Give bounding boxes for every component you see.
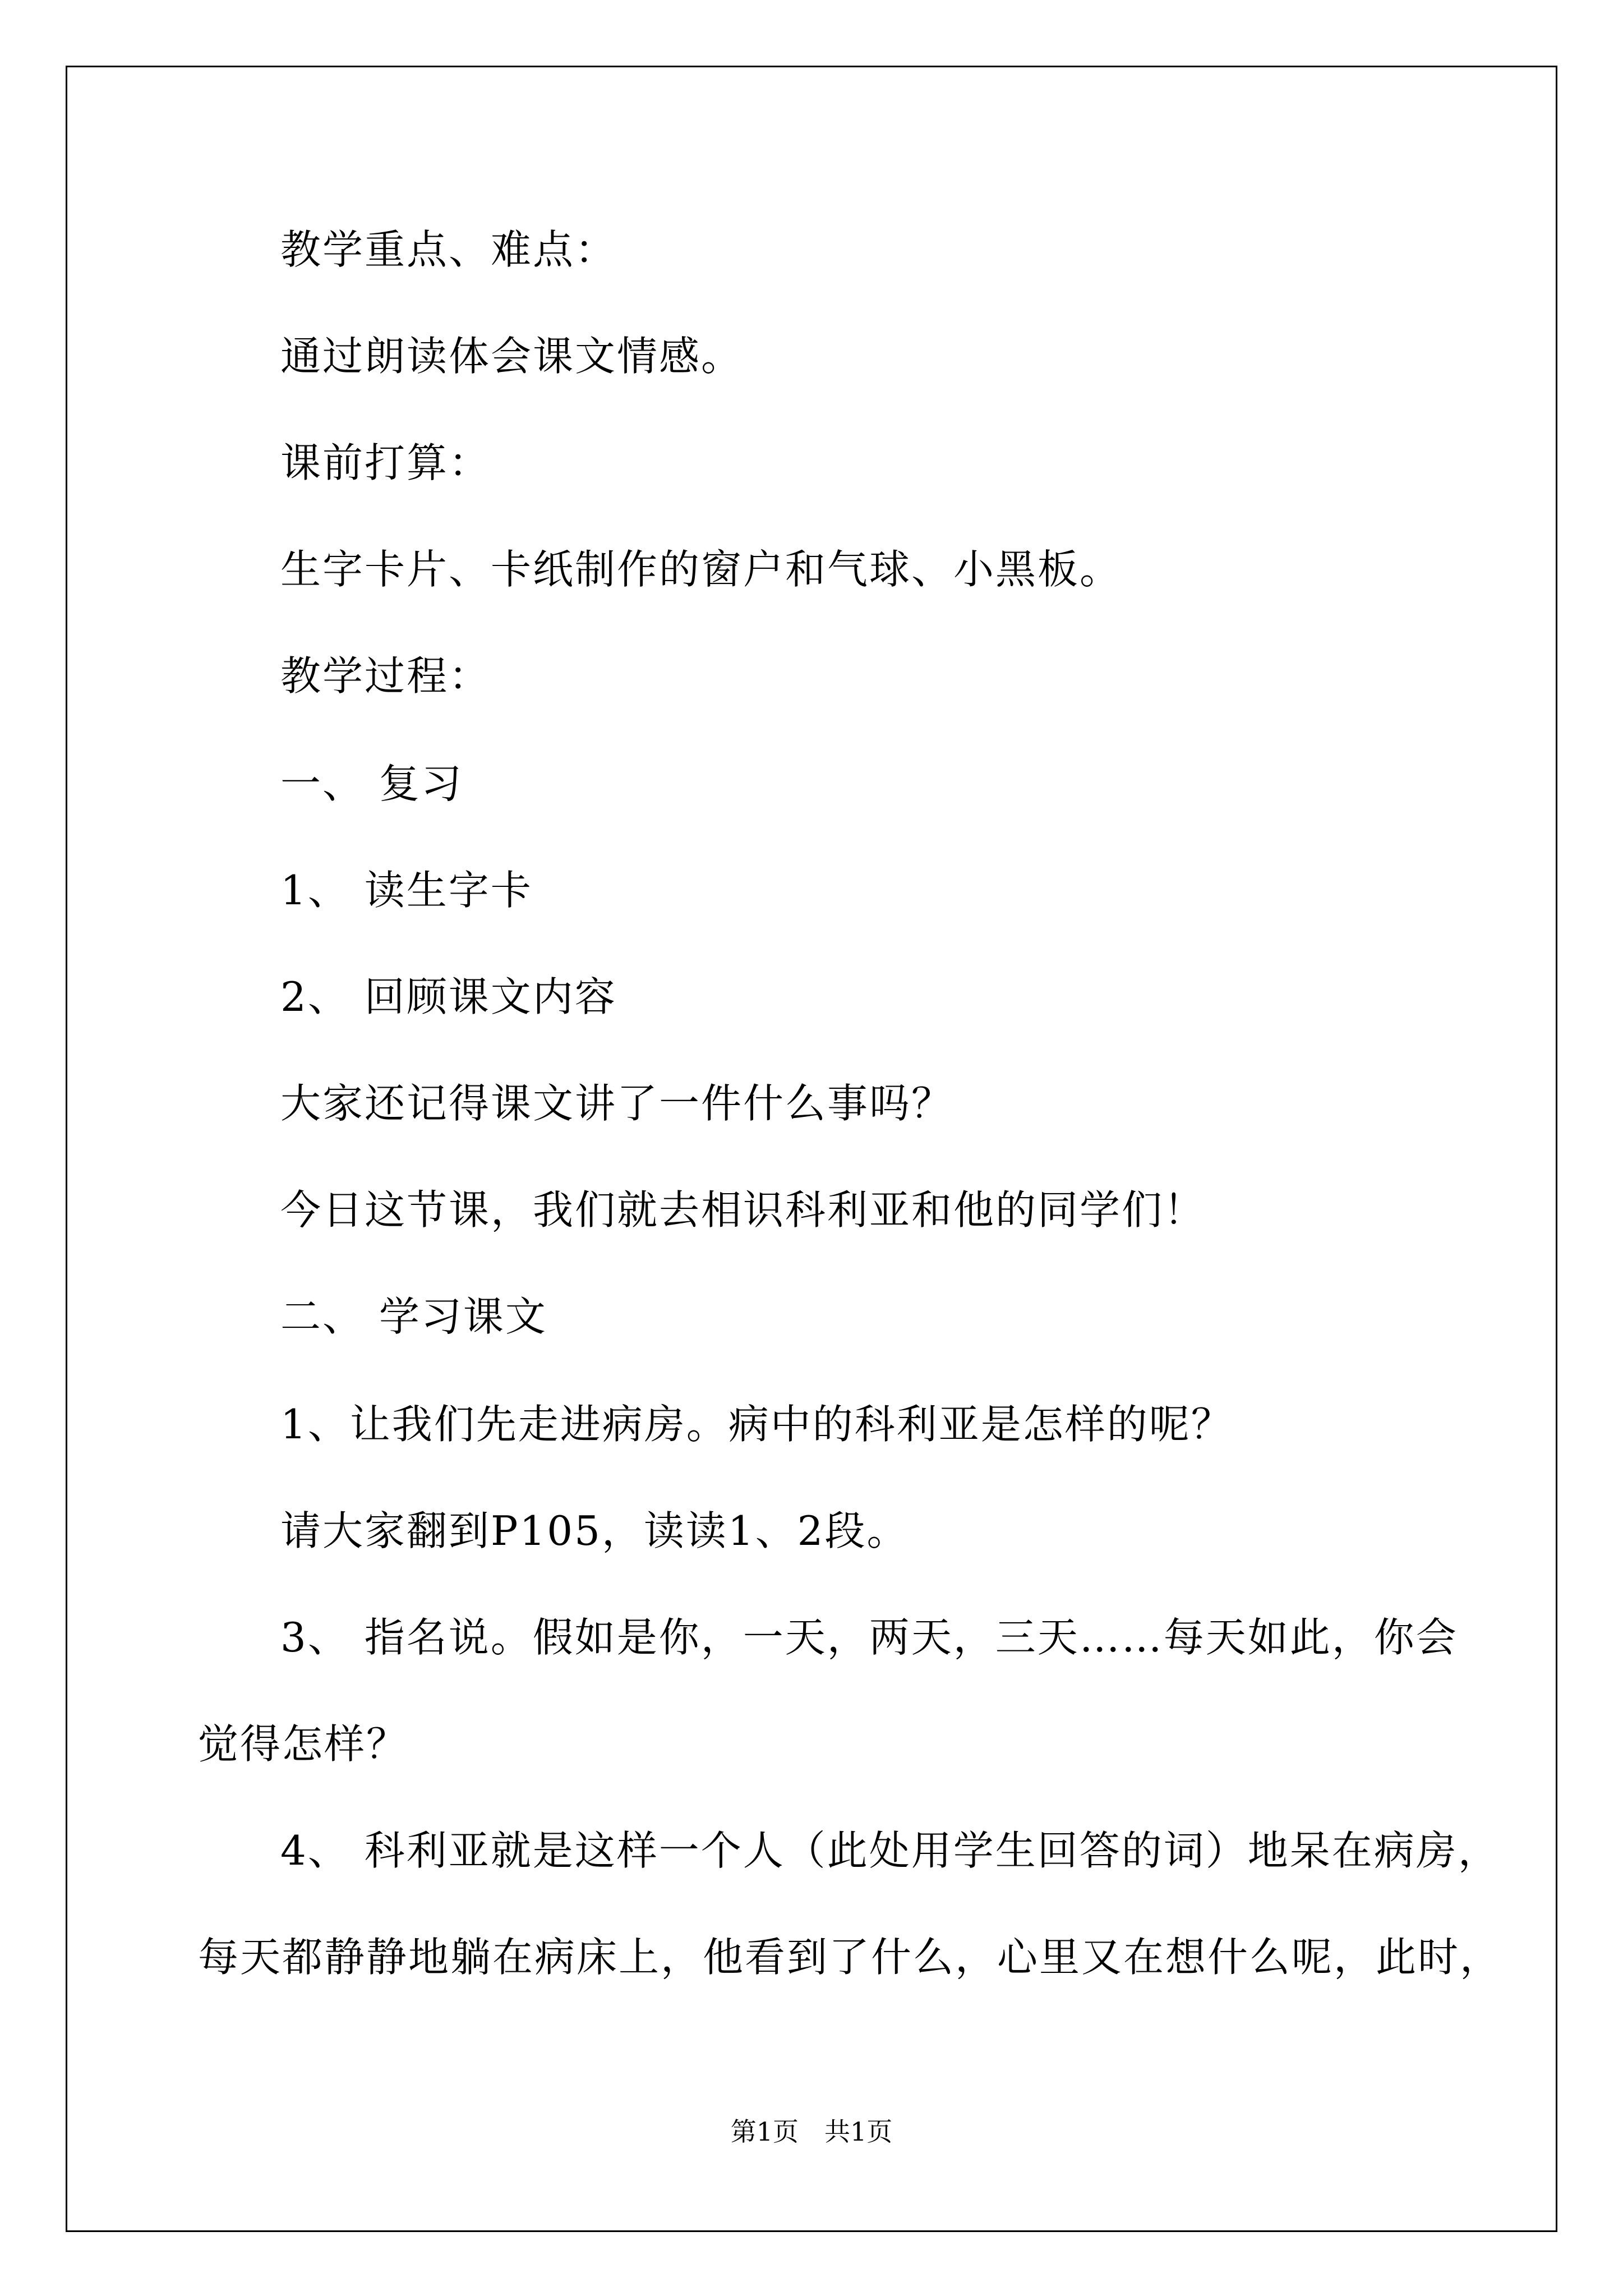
list-item: 3、 指名说。假如是你，一天，两天，三天……每天如此，你会 (280, 1614, 1458, 1661)
paragraph-line: 请大家翻到P105，读读1、2段。 (280, 1507, 909, 1554)
heading-key-points: 教学重点、难点： (280, 226, 617, 273)
list-item: 2、 回顾课文内容 (280, 973, 617, 1020)
heading-process: 教学过程： (280, 652, 491, 700)
paragraph-line: 今日这节课，我们就去相识科利亚和他的同学们！ (280, 1186, 1206, 1234)
page-border (66, 66, 1557, 2232)
paragraph-line: 通过朗读体会课文情感。 (280, 333, 744, 380)
section-study-text: 二、 学习课文 (280, 1293, 547, 1340)
paragraph-line: 生字卡片、卡纸制作的窗户和气球、小黑板。 (280, 546, 1122, 593)
list-item: 4、 科利亚就是这样一个人（此处用学生回答的词）地呆在病房， (280, 1827, 1500, 1874)
section-review: 一、 复习 (280, 760, 463, 807)
list-item: 1、让我们先走进病房。病中的科利亚是怎样的呢？ (280, 1401, 1233, 1448)
paragraph-line: 大家还记得课文讲了一件什么事吗？ (280, 1080, 954, 1127)
paragraph-line: 觉得怎样？ (198, 1720, 409, 1768)
paragraph-line: 每天都静静地躺在病床上，他看到了什么，心里又在想什么呢，此时， (198, 1934, 1502, 1981)
list-item: 1、 读生字卡 (280, 867, 533, 914)
page-number: 第1页 共1页 (730, 2116, 893, 2147)
heading-preparation: 课前打算： (280, 439, 491, 486)
